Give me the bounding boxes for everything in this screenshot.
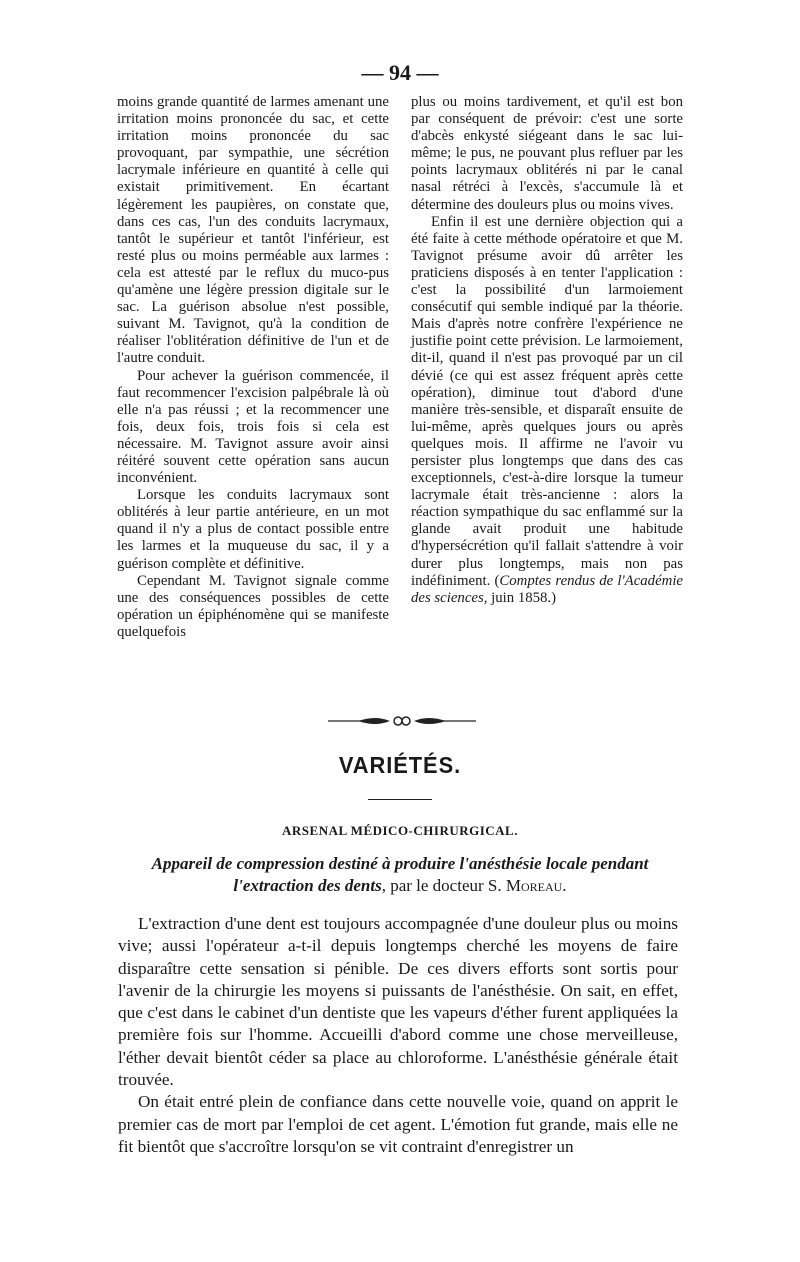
article-title: Appareil de compression destiné à produire l'anésthésie locale pendant l'extraction des dents: [151, 854, 649, 895]
section-title: VARIÉTÉS.: [338, 752, 462, 778]
subsection-title: ARSENAL MÉDICO-CHIRURGICAL.: [282, 823, 518, 838]
page-number: — 94 —: [361, 60, 439, 85]
article-byline: , par le docteur S.: [381, 876, 506, 895]
section-rule: [368, 799, 432, 800]
article-body: [118, 913, 678, 1158]
left-paragraph-3: Lorsque les conduits lacrymaux sont oblitérés à leur partie antérieure, en un mot quand il n'y a plus de contact possible entre les larmes et la muqueuse du sac, il y a guérison complète et définitive.: [117, 487, 389, 572]
left-column: [117, 94, 389, 641]
left-paragraph-2: Pour achever la guérison commencée, il faut recommencer l'excision palpébrale là où elle n'a pas réussi ; et la recommencer une fois, deux fois, trois fois si cela est nécessaire. M. Tavignot assure avoir ainsi réitéré souvent cette opération sans aucun inconvénient.: [117, 367, 389, 487]
right-column: [411, 94, 683, 607]
left-paragraph-1: moins grande quantité de larmes amenant une irritation moins prononcée du sac, et cette irritation moins prononcée du sac provoquant, par sympathie, une sécrétion lacrymale inférieure en quantité à celle qui existait primitivement. En écartant légèrement les paupières, on constate que, dans ces cas, l'un des conduits lacrymaux, tantôt le supérieur et tantôt l'inférieur, est resté plus ou moins perméable aux larmes : cela est attesté par le reflux du muco-pus qu'amène une légère pression digitale sur le sac. La guérison absolue n'est possible, suivant M. Tavignot, qu'à la condition de réaliser l'oblitération définitive de l'un et de l'autre conduit.: [117, 94, 389, 367]
left-paragraph-4: Cependant M. Tavignot signale comme une des conséquences possibles de cette opération un épiphénomène qui se manifeste quelquefois: [117, 572, 389, 640]
article-paragraph-2: On était entré plein de confiance dans cette nouvelle voie, quand on apprit le premier cas de mort par l'emploi de cet agent. L'émotion fut grande, mais elle ne fit bientôt que s'accroître lorsqu'on se vit contraint d'enregistrer un: [118, 1092, 678, 1156]
right-paragraph-2: [411, 214, 683, 607]
right-paragraph-1: plus ou moins tardivement, et qu'il est bon par conséquent de prévoir: c'est une sorte d'abcès enkysté siégeant dans le sac lui-même; le pus, ne pouvant plus refluer par les points lacrymaux oblitérés ni par le canal nasal rétréci à l'excès, s'accumule là et détermine des douleurs plus ou moins vives.: [411, 94, 683, 213]
citation-source: Comptes rendus de l'Académie des sciences,: [411, 572, 683, 606]
article-heading: [120, 853, 680, 897]
divider-ornament: [328, 711, 476, 731]
citation-date: juin 1858.): [487, 589, 557, 606]
article-paragraph-1: L'extraction d'une dent est toujours accompagnée d'une douleur plus ou moins vive; aussi l'opérateur a-t-il depuis longtemps cherché les moyens de faire disparaître cette sensation si pénible. De ces divers efforts sont sortis pour l'avenir de la chirurgie les moyens si puissants de l'anésthésie. On sait, en effet, que c'est dans le cabinet d'un dentiste que les vapeurs d'éther furent appliquées la première fois sur l'homme. Accueilli d'abord comme une chose merveilleuse, l'éther devait bientôt céder sa place au chloroforme. L'anésthésie générale était trouvée.: [118, 914, 678, 1090]
article-author: Moreau.: [505, 876, 567, 895]
right-paragraph-2-text: Enfin il est une dernière objection qui a été faite à cette méthode opératoire et que M. Tavignot présume avoir dû arrêter les praticiens disposés à en tenter l'application : c'est la possibilité d'un larmoiement consécutif qui semble indiqué par la théorie. Mais d'après notre confrère l'expérience ne justifie point cette prévision. Le larmoiement, dit-il, quand il n'est pas provoqué par un cil dévié (ce qui est assez fréquent après cette opération), diminue tout d'abord d'une manière très-sensible, et disparaît ensuite de lui-même, après quelques jours ou après quelques mois. Il affirme ne l'avoir vu persister plus longtemps que dans des cas exceptionnels, c'est-à-dire lorsque la tumeur lacrymale était très-ancienne : alors la réaction sympathique du sac enflammé sur la glande avait produit une habitude d'hypersécrétion qu'il fallait s'attendre à voir durer plus longtemps, mais non pas indéfiniment. (: [411, 213, 683, 589]
